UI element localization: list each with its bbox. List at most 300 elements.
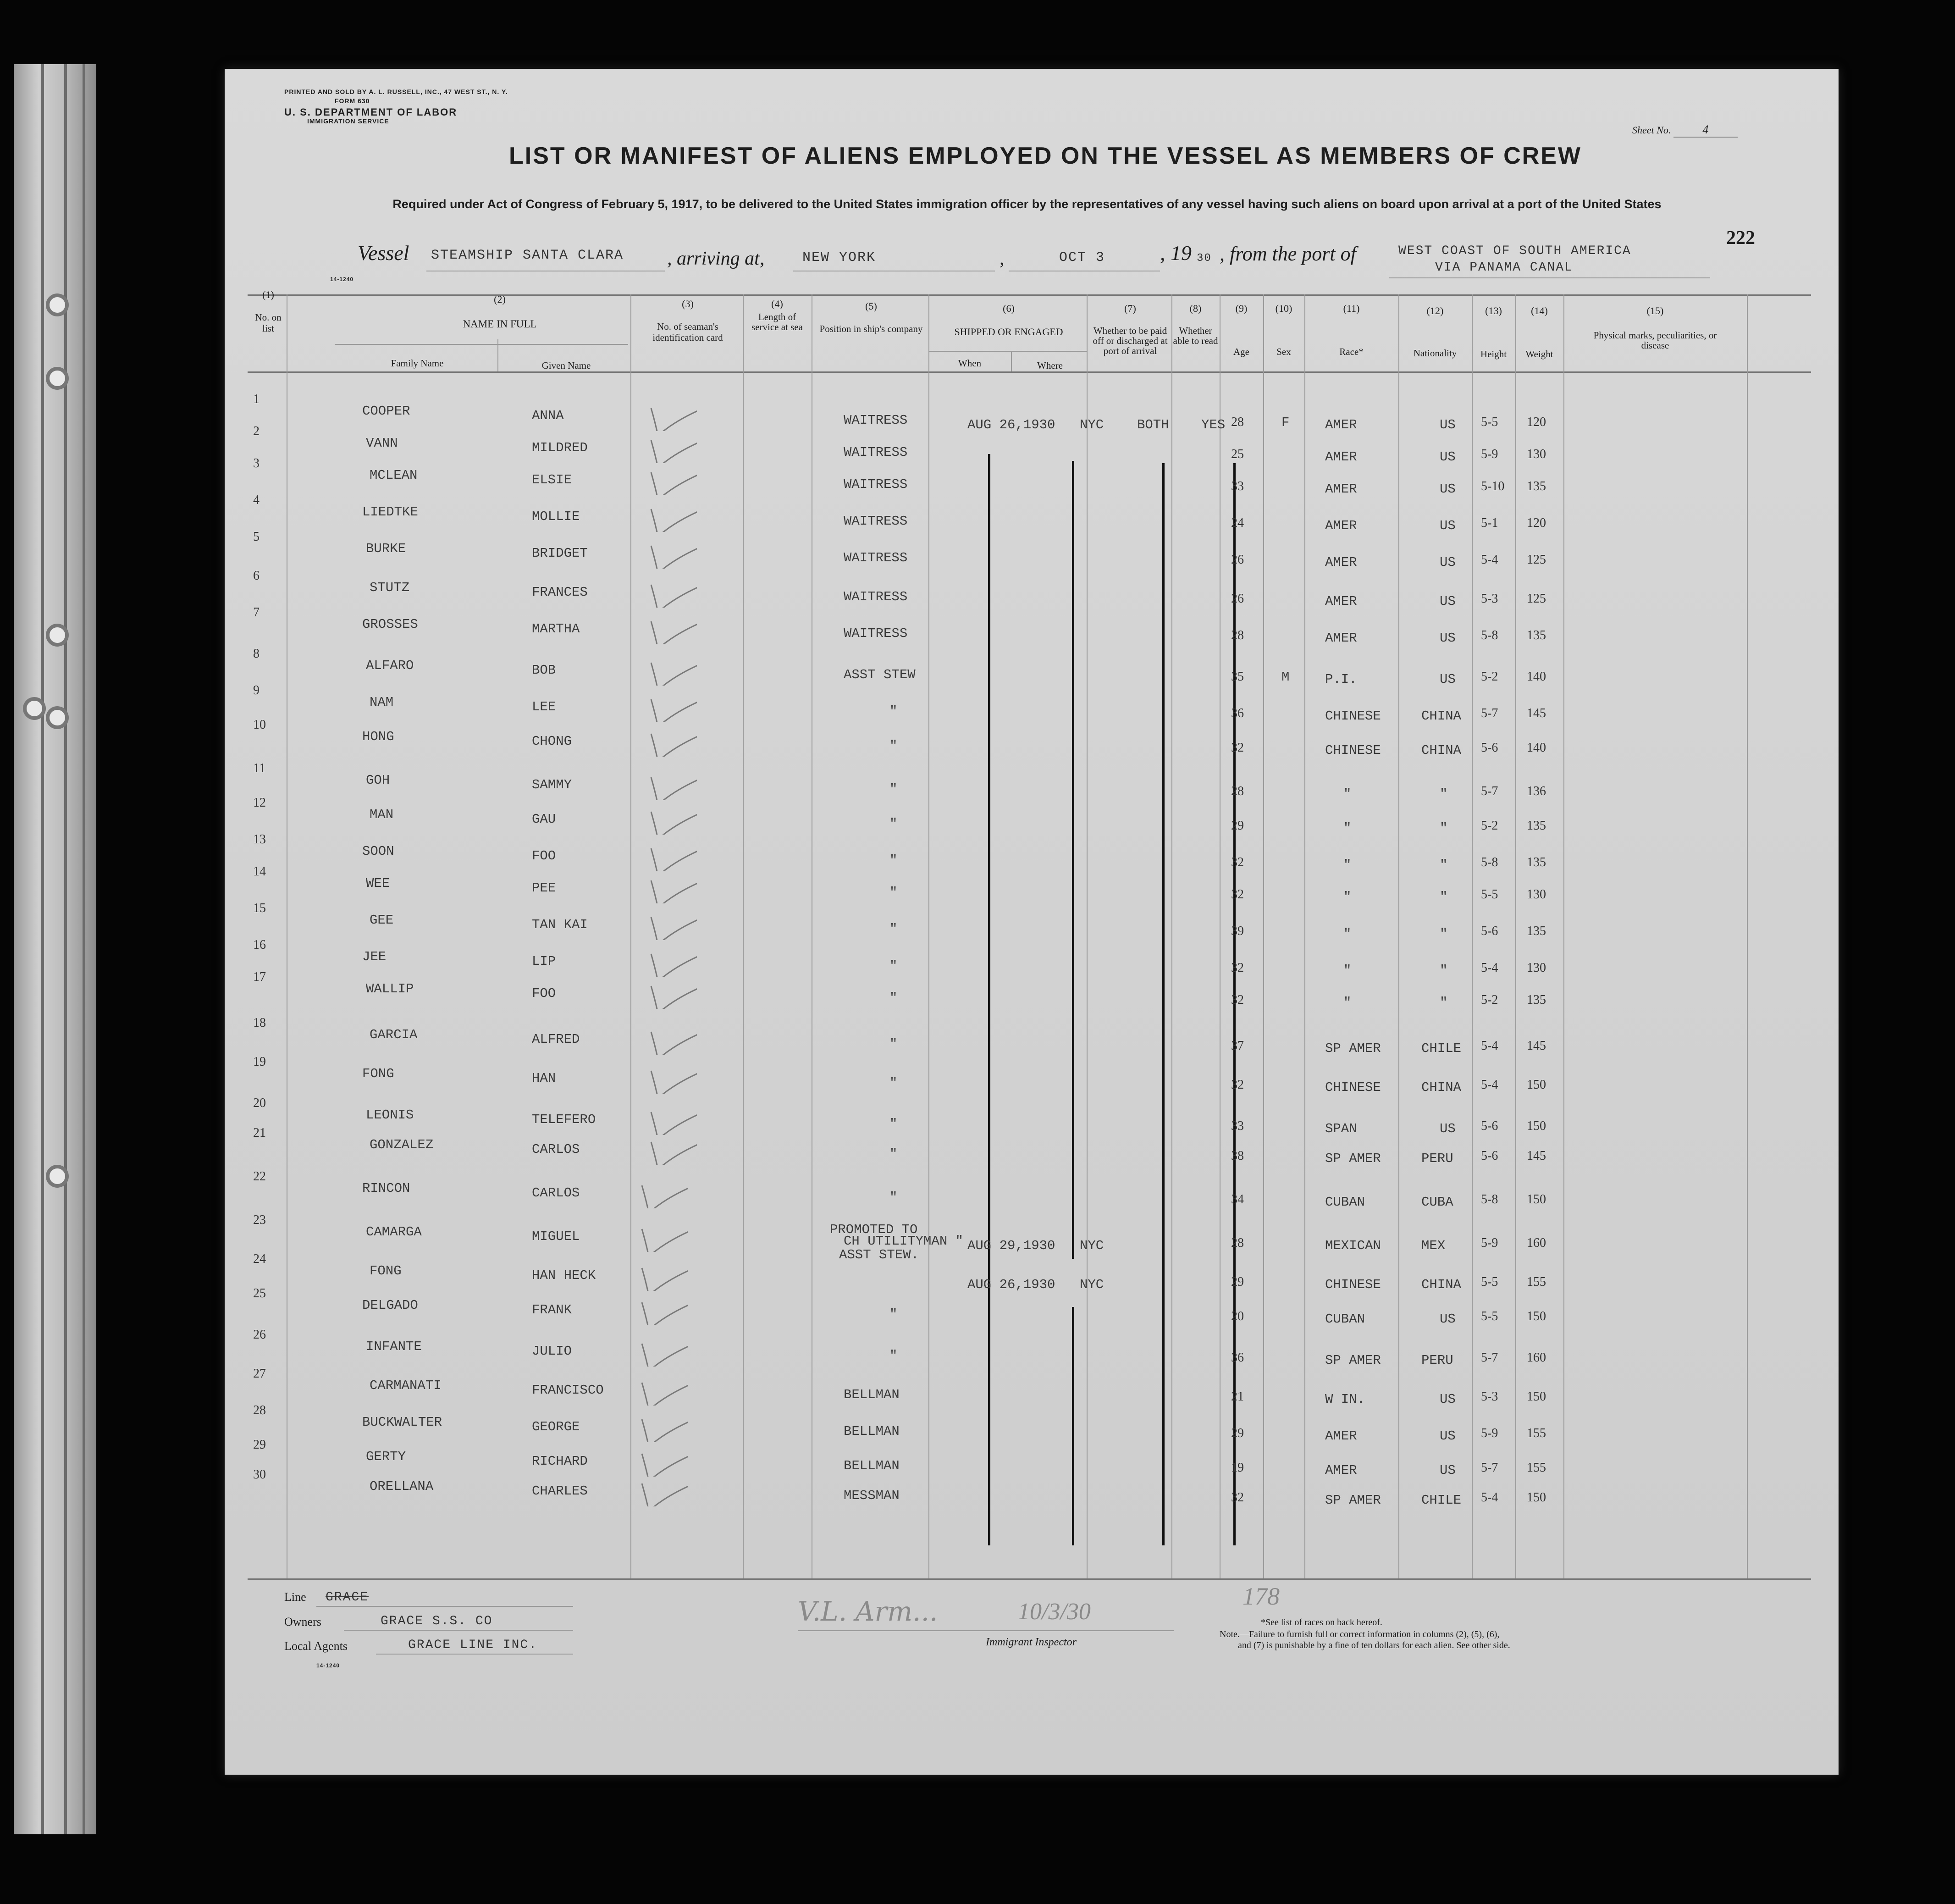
cell-position: WAITRESS [844,514,908,529]
cell-age: 29 [1231,819,1244,833]
col-7-num: (7) [1124,303,1136,314]
cell-given: ELSIE [532,472,572,487]
cell-height: 5-1 [1481,516,1498,530]
cell-age: 34 [1231,1192,1244,1207]
cell-given: ANNA [532,408,564,423]
cell-race: " [1343,786,1352,802]
cell-family: ALFARO [366,658,414,673]
cell-no: 23 [253,1213,266,1227]
cell-position: " [889,991,898,1006]
col-6b-header: Where [1037,360,1063,371]
check-mark-icon [637,1445,688,1477]
cell-no: 30 [253,1467,266,1482]
cell-family: WEE [366,876,390,891]
cell-position: WAITRESS [844,626,908,641]
cell-age: 29 [1231,1275,1244,1289]
cell-no: 6 [253,569,260,583]
cell-age: 38 [1231,1149,1244,1163]
cell-when: AUG 29,1930 [967,1238,1055,1253]
cell-given: MOLLIE [532,509,580,524]
page-number: 222 [1726,227,1755,249]
check-mark-icon [646,1062,697,1094]
cell-height: 5-7 [1481,706,1498,720]
cell-no: 17 [253,970,266,984]
col-7-header: Whether to be paid off or discharged at port of arrival [1093,325,1168,356]
ditto-line-where [1072,461,1074,1259]
cell-age: 20 [1231,1309,1244,1323]
cell-height: 5-9 [1481,447,1498,461]
cell-no: 5 [253,530,260,544]
cell-position: WAITRESS [844,589,908,604]
cell-position: " [889,738,898,753]
cell-nat: CHINA [1421,708,1462,724]
cell-position: " [889,885,898,900]
check-mark-icon [637,1293,688,1325]
cell-weight: 150 [1527,1490,1546,1505]
cell-given: CHARLES [532,1483,588,1499]
cell-weight: 145 [1527,1149,1546,1163]
cell-position: " [889,1307,898,1322]
cell-given: HAN HECK [532,1268,596,1283]
cell-nat: US [1440,1392,1456,1407]
binder-ring [46,1165,69,1188]
cell-position: " [889,853,898,868]
header-bottom-rule [248,371,1811,373]
ditto-line-where [1072,1307,1074,1545]
cell-nat: " [1440,858,1448,873]
cell-no: 19 [253,1055,266,1069]
from-port-2: VIA PANAMA CANAL [1435,260,1573,275]
cell-height: 5-6 [1481,741,1498,755]
cell-race: " [1343,926,1352,941]
binder-strip [14,64,96,1834]
cell-family: LEONIS [366,1107,414,1123]
cell-family: LIEDTKE [362,504,418,520]
cell-age: 32 [1231,961,1244,975]
cell-age: 36 [1231,706,1244,720]
cell-nat: CHINA [1421,1080,1462,1095]
cell-height: 5-2 [1481,819,1498,833]
cell-family: GEE [370,913,394,928]
cell-family: JEE [362,949,387,964]
check-mark-icon [646,612,697,644]
cell-age: 33 [1231,1119,1244,1133]
check-mark-icon [637,1259,688,1291]
cell-weight: 145 [1527,706,1546,720]
col-13-num: (13) [1485,305,1502,316]
cell-height: 5-4 [1481,1490,1498,1505]
check-mark-icon [646,399,697,431]
cell-nat: " [1440,995,1448,1010]
cell-race: CHINESE [1325,743,1381,758]
cell-race: AMER [1325,555,1357,570]
cell-position: " [889,816,898,831]
check-mark-icon [646,500,697,532]
col-9-num: (9) [1235,303,1248,314]
cell-weight: 155 [1527,1275,1546,1289]
inspector-signature: V.L. Arm... [798,1596,938,1627]
cell-nat: " [1440,821,1448,836]
cell-race: CHINESE [1325,1277,1381,1292]
cell-race: CUBAN [1325,1195,1365,1210]
ditto-line-when [988,454,990,1545]
col-1-header: No. on list [255,312,282,334]
cell-weight: 160 [1527,1351,1546,1365]
cell-weight: 120 [1527,415,1546,429]
cell-given: FOO [532,986,556,1001]
cell-weight: 150 [1527,1309,1546,1323]
col-5-header: Position in ship's company [819,323,923,334]
binder-ring [23,697,46,720]
footer-line-label: Line [284,1590,306,1604]
col-3-header: No. of seaman's identification card [652,321,723,343]
col-1-num: (1) [262,289,274,300]
cell-family: BUCKWALTER [362,1415,442,1430]
cell-family: FONG [362,1066,394,1081]
department: U. S. DEPARTMENT OF LABOR [284,106,458,118]
cell-no: 21 [253,1126,266,1140]
cell-no: 11 [253,761,265,775]
cell-nat: " [1440,786,1448,802]
cell-given: SAMMY [532,777,572,792]
cell-given: CARLOS [532,1185,580,1201]
col-3-num: (3) [682,298,694,310]
cell-family: DELGADO [362,1298,418,1313]
footer-owners-label: Owners [284,1615,321,1628]
cell-age: 32 [1231,741,1244,755]
cell-weight: 130 [1527,887,1546,902]
cell-given: HAN [532,1071,556,1086]
cell-family: GONZALEZ [370,1137,434,1152]
check-mark-icon [646,431,697,463]
check-mark-icon [637,1220,688,1252]
check-mark-icon [637,1410,688,1442]
cell-no: 16 [253,938,266,952]
cell-height: 5-2 [1481,670,1498,684]
cell-given: TELEFERO [532,1112,596,1127]
cell-nat: US [1440,631,1456,646]
cell-nat: US [1440,1463,1456,1478]
col-15-header: Physical marks, peculiarities, or disease [1593,330,1717,351]
cell-family: INFANTE [366,1339,422,1354]
cell-no: 24 [253,1252,266,1266]
cell-no: 3 [253,456,260,470]
cell-race: AMER [1325,594,1357,609]
check-mark-icon [646,1023,697,1055]
cell-nat: US [1440,594,1456,609]
cell-race: SP AMER [1325,1353,1381,1368]
cell-age: 28 [1231,1236,1244,1250]
cell-nat: US [1440,518,1456,533]
cell-family: MCLEAN [370,468,418,483]
cell-height: 5-2 [1481,993,1498,1007]
fine-note-2: and (7) is punishable by a fine of ten dollars for each alien. See other side. [1238,1640,1510,1650]
cell-age: 19 [1231,1461,1244,1475]
cell-no: 20 [253,1096,266,1110]
cell-given: GAU [532,812,556,827]
cell-family: FONG [370,1263,402,1279]
cell-race: AMER [1325,518,1357,533]
col-12-header: Nationality [1413,348,1457,359]
cell-height: 5-5 [1481,887,1498,902]
cell-given: JULIO [532,1344,572,1359]
cell-race: AMER [1325,417,1357,432]
form-code: 14-1240 [330,276,354,282]
cell-height: 5-4 [1481,1039,1498,1053]
binder-ring [46,706,69,729]
sheet-number-label [1632,123,1738,138]
arrival-year: 30 [1197,252,1212,265]
cell-position: " [889,922,898,937]
cell-position: " [889,1190,898,1205]
table-bottom-rule [248,1578,1811,1580]
arriving-label: , arriving at, [667,248,765,269]
check-mark-icon [646,725,697,757]
cell-nat: US [1440,449,1456,465]
count-mark: 178 [1243,1583,1280,1610]
cell-no: 25 [253,1286,266,1301]
check-mark-icon [646,690,697,722]
col-12-num: (12) [1426,305,1444,316]
check-mark-icon [646,653,697,686]
cell-race: W IN. [1325,1392,1365,1407]
check-mark-icon [646,1133,697,1165]
cell-race: CHINESE [1325,1080,1381,1095]
vessel-name: STEAMSHIP SANTA CLARA [431,248,624,263]
cell-race: SP AMER [1325,1041,1381,1056]
cell-family: CARMANATI [370,1378,442,1393]
cell-family: STUTZ [370,580,410,595]
cell-position: " [889,1348,898,1363]
cell-position: " [889,1036,898,1052]
cell-nat: PERU [1421,1353,1453,1368]
cell-weight: 140 [1527,741,1546,755]
cell-family: MAN [370,807,394,822]
cell-height: 5-6 [1481,1149,1498,1163]
cell-height: 5-7 [1481,1461,1498,1475]
cell-weight: 135 [1527,924,1546,938]
col-2-header: NAME IN FULL [463,318,537,330]
cell-age: 28 [1231,415,1244,429]
cell-age: 21 [1231,1389,1244,1404]
fine-note-1: Note.—Failure to furnish full or correct information in columns (2), (5), (6), [1220,1629,1500,1639]
cell-weight: 135 [1527,819,1546,833]
check-mark-icon [637,1474,688,1506]
cell-race: " [1343,963,1352,978]
check-mark-icon [646,871,697,903]
manifest-sheet [225,69,1839,1775]
cell-position: " [889,1117,898,1132]
cell-no: 1 [253,392,260,406]
cell-nat: US [1440,672,1456,687]
cell-family: BURKE [366,541,406,556]
col-11-header: Race* [1339,346,1364,357]
cell-given: LIP [532,954,556,969]
cell-no: 22 [253,1169,266,1184]
cell-given: MIGUEL [532,1229,580,1244]
cell-height: 5-5 [1481,1275,1498,1289]
check-mark-icon [637,1334,688,1367]
cell-family: CAMARGA [366,1224,422,1240]
cell-age: 32 [1231,1078,1244,1092]
cell-family: ORELLANA [370,1479,434,1494]
col-4-num: (4) [771,298,783,310]
col-2a-header: Family Name [391,358,444,369]
cell-family: SOON [362,844,394,859]
cell-given: TAN KAI [532,917,588,932]
cell-position: BELLMAN [844,1424,900,1439]
col-5-num: (5) [865,300,877,312]
check-mark-icon [646,768,697,800]
arrival-date: OCT 3 [1059,250,1105,266]
cell-age: 36 [1231,1351,1244,1365]
cell-family: WALLIP [366,981,414,996]
cell-height: 5-6 [1481,1119,1498,1133]
check-mark-icon [646,908,697,940]
cell-age: 26 [1231,553,1244,567]
inspector-label: Immigrant Inspector [986,1636,1077,1648]
check-mark-icon [646,803,697,835]
cell-family: VANN [366,436,398,451]
cell-race: AMER [1325,482,1357,497]
footer-agents-label: Local Agents [284,1639,348,1653]
binder-ring [46,293,69,316]
cell-age: 29 [1231,1426,1244,1440]
col-6-header: SHIPPED OR ENGAGED [954,326,1063,338]
cell-height: 5-8 [1481,1192,1498,1207]
service: IMMIGRATION SERVICE [307,117,389,125]
footer-agents-value: GRACE LINE INC. [408,1638,538,1652]
cell-age: 26 [1231,592,1244,606]
cell-nat: CHILE [1421,1493,1462,1508]
from-port-label: , from the port of [1220,243,1356,265]
cell-height: 5-7 [1481,1351,1498,1365]
cell-sex: M [1281,670,1290,685]
comma: , [1000,248,1005,269]
cell-position: " [889,1146,898,1162]
cell-where: NYC [1080,1277,1104,1292]
cell-no: 27 [253,1367,266,1381]
cell-height: 5-5 [1481,1309,1498,1323]
cell-position: " [889,782,898,797]
cell-race: " [1343,858,1352,873]
cell-no: 12 [253,796,266,810]
cell-weight: 145 [1527,1039,1546,1053]
cell-nat: CHILE [1421,1041,1462,1056]
col-9-header: Age [1233,346,1249,357]
cell-position: WAITRESS [844,445,908,460]
cell-weight: 130 [1527,961,1546,975]
col-2b-header: Given Name [541,360,591,371]
cell-age: 35 [1231,670,1244,684]
cell-nat: MEX [1421,1238,1446,1253]
cell-no: 26 [253,1328,266,1342]
cell-age: 32 [1231,993,1244,1007]
col-13-header: Height [1480,349,1507,360]
cell-given: ALFRED [532,1032,580,1047]
cell-race: SP AMER [1325,1493,1381,1508]
cell-given: LEE [532,699,556,714]
check-mark-icon [646,537,697,569]
cell-position: WAITRESS [844,413,908,428]
cell-paid: BOTH [1137,417,1169,432]
cell-race: SPAN [1325,1121,1357,1136]
cell-height: 5-4 [1481,961,1498,975]
cell-weight: 140 [1527,670,1546,684]
cell-family: HONG [362,729,394,744]
cell-position: " [889,1075,898,1090]
cell-race: " [1343,890,1352,905]
col-14-header: Weight [1525,349,1553,360]
cell-race: AMER [1325,449,1357,465]
page-subtitle: Required under Act of Congress of February 5, 1917, to be delivered to the United States immigration officer by the representatives of any vessel having such aliens on board upon arrival at a port of the United States [392,197,1662,211]
cell-no: 28 [253,1403,266,1417]
cell-no: 15 [253,901,266,915]
cell-position: MESSMAN [844,1488,900,1503]
cell-family: GROSSES [362,617,418,632]
from-port-1: WEST COAST OF SOUTH AMERICA [1398,244,1631,258]
check-mark-icon [646,463,697,495]
check-mark-icon [646,1103,697,1135]
cell-position: BELLMAN [844,1458,900,1473]
cell-no: 29 [253,1438,266,1452]
cell-given: GEORGE [532,1419,580,1434]
cell-position: ASST STEW [844,667,916,682]
cell-weight: 136 [1527,784,1546,798]
cell-when: AUG 26,1930 [967,417,1055,432]
cell-nat: US [1440,555,1456,570]
cell-nat: US [1440,417,1456,432]
promotion-note-1: PROMOTED TO [830,1222,918,1237]
cell-nat: " [1440,926,1448,941]
cell-no: 14 [253,864,266,879]
cell-height: 5-3 [1481,1389,1498,1404]
cell-race: AMER [1325,631,1357,646]
cell-given: FOO [532,848,556,863]
cell-race: AMER [1325,1463,1357,1478]
cell-height: 5-9 [1481,1426,1498,1440]
cell-given: PEE [532,880,556,896]
cell-age: 37 [1231,1039,1244,1053]
cell-nat: US [1440,482,1456,497]
col-11-num: (11) [1343,303,1360,314]
cell-sex: F [1281,415,1290,430]
cell-where: NYC [1080,417,1104,432]
cell-height: 5-6 [1481,924,1498,938]
cell-given: BRIDGET [532,546,588,561]
cell-race: P.I. [1325,672,1357,687]
cell-weight: 150 [1527,1078,1546,1092]
cell-position: BELLMAN [844,1387,900,1402]
year-prefix: , 19 [1160,241,1192,265]
check-mark-icon [646,839,697,871]
inspector-date: 10/3/30 [1018,1599,1091,1625]
cell-age: 32 [1231,887,1244,902]
cell-race: CHINESE [1325,708,1381,724]
cell-nat: " [1440,890,1448,905]
cell-nat: CUBA [1421,1195,1453,1210]
promotion-note-2: ASST STEW. [839,1247,919,1262]
cell-given: FRANCISCO [532,1383,604,1398]
cell-height: 5-10 [1481,479,1505,493]
cell-height: 5-7 [1481,784,1498,798]
cell-weight: 135 [1527,993,1546,1007]
cell-position: CH UTILITYMAN " [844,1234,964,1249]
cell-position: WAITRESS [844,477,908,492]
cell-nat: CHINA [1421,743,1462,758]
cell-nat: US [1440,1312,1456,1327]
footer-line-value: GRACE [326,1590,369,1605]
